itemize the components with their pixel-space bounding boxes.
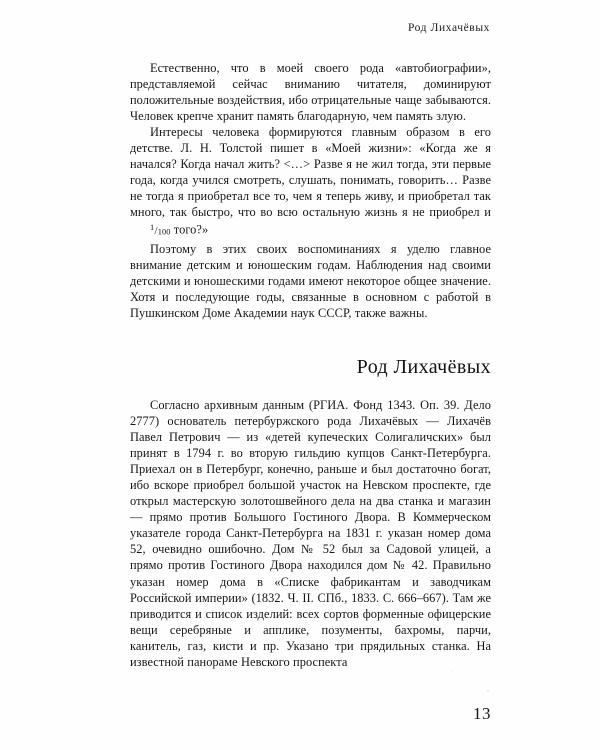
page-number: 13 xyxy=(473,704,491,723)
text-block-upper xyxy=(130,60,491,321)
fraction-numerator: 1 xyxy=(150,223,155,233)
scan-speck xyxy=(487,690,489,692)
paragraph-tolstoy-quote xyxy=(130,124,491,241)
paragraph-tolstoy-quote-tail: того?» xyxy=(170,222,209,237)
section-heading: Род Лихачёвых xyxy=(356,356,491,378)
scan-speck xyxy=(452,671,453,672)
paragraph-childhood-memoirs: Поэтому в этих своих воспоминаниях я уделю главное внимание детским и юношеским годам. Наблюдения над своими детскими и юношескими годами имеют некоторое общее значение. Хотя и последующие годы, связанные в основном с работой в Пушкинском Доме Академии наук СССР, также важны. xyxy=(130,242,491,321)
fraction-slash: / xyxy=(154,224,158,237)
paragraph-tolstoy-quote-text: Интересы человека формируются главным образом в его детстве. Л. Н. Толстой пишет в «Моей жизни»: «Когда же я начался? Когда начал жить? <…> Разве я не жил тогда, эти первые года, когда учился смотреть, слушать, понимать, говорить… Разве не тогда я приобретал все то, чем я теперь живу, и приобретал так много, так быстро, что во всю остальную жизнь я не приобрел и xyxy=(130,125,491,220)
fraction-denominator: 100 xyxy=(157,227,171,237)
text-block-lower xyxy=(130,397,491,670)
running-head: Род Лихачёвых xyxy=(407,22,490,34)
paragraph-archive-records: Согласно архивным данным (РГИА. Фонд 1343. Оп. 39. Дело 2777) основатель петербуржского рода Лихачёвых — Лихачёв Павел Петрович — из «детей купеческих Солигаличских» был принят в 1794 г. во вторую гильдию купцов Санкт-Петербурга. Приехал он в Петербург, конечно, раньше и был достаточно богат, ибо вскоре приобрел большой участок на Невском проспекте, где открыл мастерскую золотошвейного дела на два станка и магазин — прямо против Большого Гостиного Двора. В Коммерческом указателе города Санкт-Петербурга на 1831 г. указан номер дома 52, очевидно ошибочно. Дом № 52 был за Садовой улицей, а прямо против Гостиного Двора находился дом № 42. Правильно указан номер дома в «Списке фабрикантам и заводчикам Российской империи» (1832. Ч. II. СПб., 1833. С. 666–667). Там же приводится и список изделий: всех сортов форменные офицерские вещи серебряные и апплике, позументы, бахромы, парчи, канитель, газ, кисти и пр. Указано три прядильных станка. На известной панораме Невского проспекта xyxy=(130,398,491,669)
paragraph-autobiography: Естественно, что в моей своего рода «автобиографии», представляемой сейчас вниманию читателя, доминируют положительные воздействия, ибо отрицательные чаще забываются. Человек крепче хранит память благодарную, чем память злую. xyxy=(130,61,491,124)
fraction-one-hundredth xyxy=(130,220,170,241)
